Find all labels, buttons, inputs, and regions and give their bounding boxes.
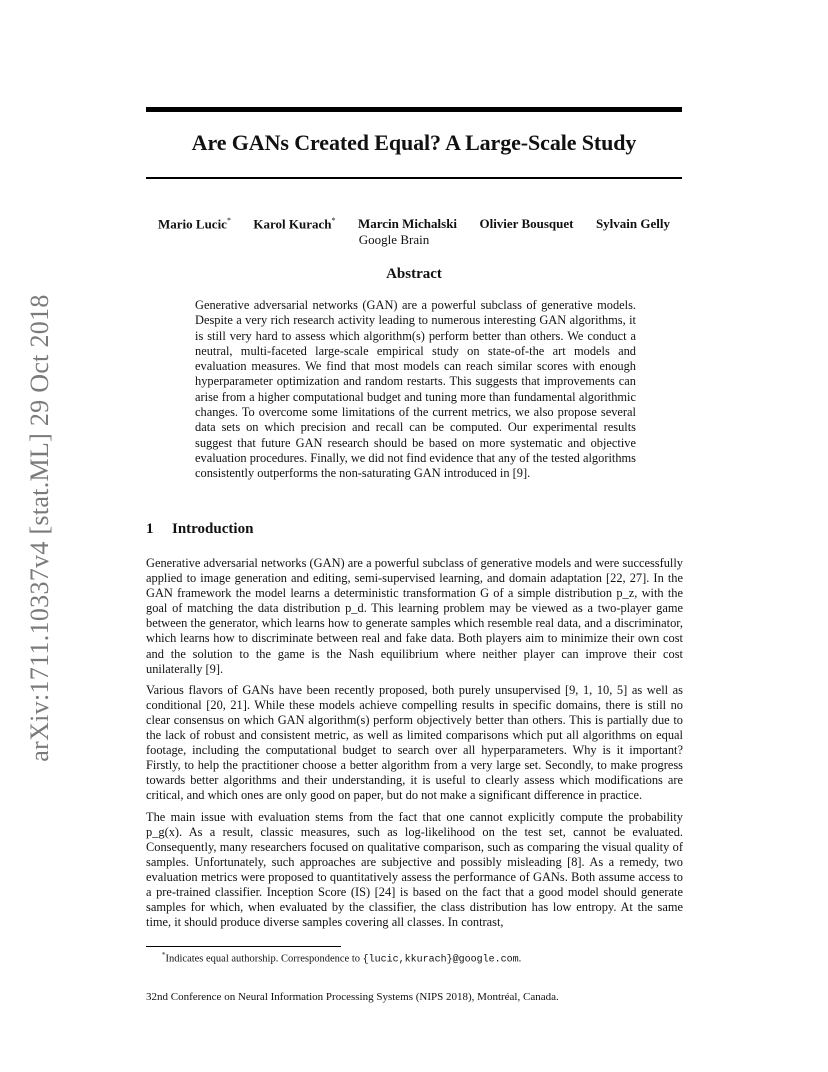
author: Marcin Michalski xyxy=(357,216,458,231)
author: Sylvain Gelly xyxy=(595,216,670,231)
paragraph: Generative adversarial networks (GAN) are a powerful subclass of generative models and were successfully applied to image generation and editing, semi-supervised learning, and domain adaptation [22, 27]. In the GAN framework the model learns a deterministic transformation G of a simple distribution p_z, with the goal of matching the data distribution p_d. This learning problem may be viewed as a two-player game between the generator, which learns how to generate samples which resemble real data, and a discriminator, which learns how to discriminate between real and fake data. Both players aim to minimize their own cost and the solution to the game is the Nash equilibrium where neither player can improve their cost unilaterally [9]. xyxy=(146,556,683,676)
venue-note: 32nd Conference on Neural Information Processing Systems (NIPS 2018), Montréal, Canada. xyxy=(146,991,559,1003)
author: Karol Kurach* xyxy=(253,216,336,232)
footnote-rule xyxy=(146,946,341,947)
paragraph: Various flavors of GANs have been recently proposed, both purely unsupervised [9, 1, 10, 5] as well as conditional [20, 21]. While these models achieve compelling results in specific domains, there is still no clear consensus on which GAN algorithm(s) perform objectively better than others. This is partially due to the lack of robust and consistent metric, as well as limited comparisons which put all algorithms on equal footage, including the computational budget to search over all hyperparameters. Why is it important? Firstly, to help the practitioner choose a better algorithm from a very large set. Secondly, to make progress towards better algorithms and their understanding, it is useful to clearly assess which modifications are critical, and which ones are only good on paper, but do not make a significant difference in practice. xyxy=(146,682,683,803)
footnote: *Indicates equal authorship. Correspondence to {lucic,kkurach}@google.com. xyxy=(162,951,522,966)
email-link[interactable]: {lucic,kkurach}@google.com xyxy=(362,954,519,966)
abstract-text: Generative adversarial networks (GAN) are a powerful subclass of generative models. Despite a very rich research activity leading to numerous interesting GAN algorithms, it is still very hard to assess which algorithm(s) perform better than others. We conduct a neutral, multi-faceted large-scale empirical study on state-of-the art models and evaluation measures. We find that most models can reach similar scores with enough hyperparameter optimization and random restarts. This suggests that improvements can arise from a higher computational budget and tuning more than fundamental algorithmic changes. To overcome some limitations of the current metrics, we also propose several data sets on which precision and recall can be computed. Our experimental results suggest that future GAN research should be based on more systematic and objective evaluation procedures. Finally, we did not find evidence that any of the tested algorithms consistently outperforms the non-saturating GAN introduced in [9]. xyxy=(195,298,636,481)
abstract-heading: Abstract xyxy=(386,266,442,282)
author-list xyxy=(146,216,682,232)
author: Olivier Bousquet xyxy=(479,216,574,231)
arxiv-stamp: arXiv:1711.10337v4 [stat.ML] 29 Oct 2018 xyxy=(25,294,54,762)
affiliation: Google Brain xyxy=(358,232,430,247)
paper-title: Are GANs Created Equal? A Large-Scale Study xyxy=(191,130,637,155)
section-heading: 1 Introduction xyxy=(146,521,254,537)
paragraph: The main issue with evaluation stems from the fact that one cannot explicitly compute the probability p_g(x). As a result, classic measures, such as log-likelihood on the test set, cannot be evaluated. Consequently, many researchers focused on qualitative comparison, such as comparing the visual quality of samples. Unfortunately, such approaches are subjective and possibly misleading [8]. As a remedy, two evaluation metrics were proposed to quantitatively assess the performance of GANs. Both assume access to a pre-trained classifier. Inception Score (IS) [24] is based on the fact that a good model should generate samples for which, when evaluated by the classifier, the class distribution has low entropy. At the same time, it should produce diverse samples covering all classes. In contrast, xyxy=(146,809,683,930)
title-top-rule xyxy=(146,107,682,112)
author: Mario Lucic* xyxy=(158,216,231,232)
section-body xyxy=(146,556,683,936)
title-bottom-rule xyxy=(146,177,682,179)
